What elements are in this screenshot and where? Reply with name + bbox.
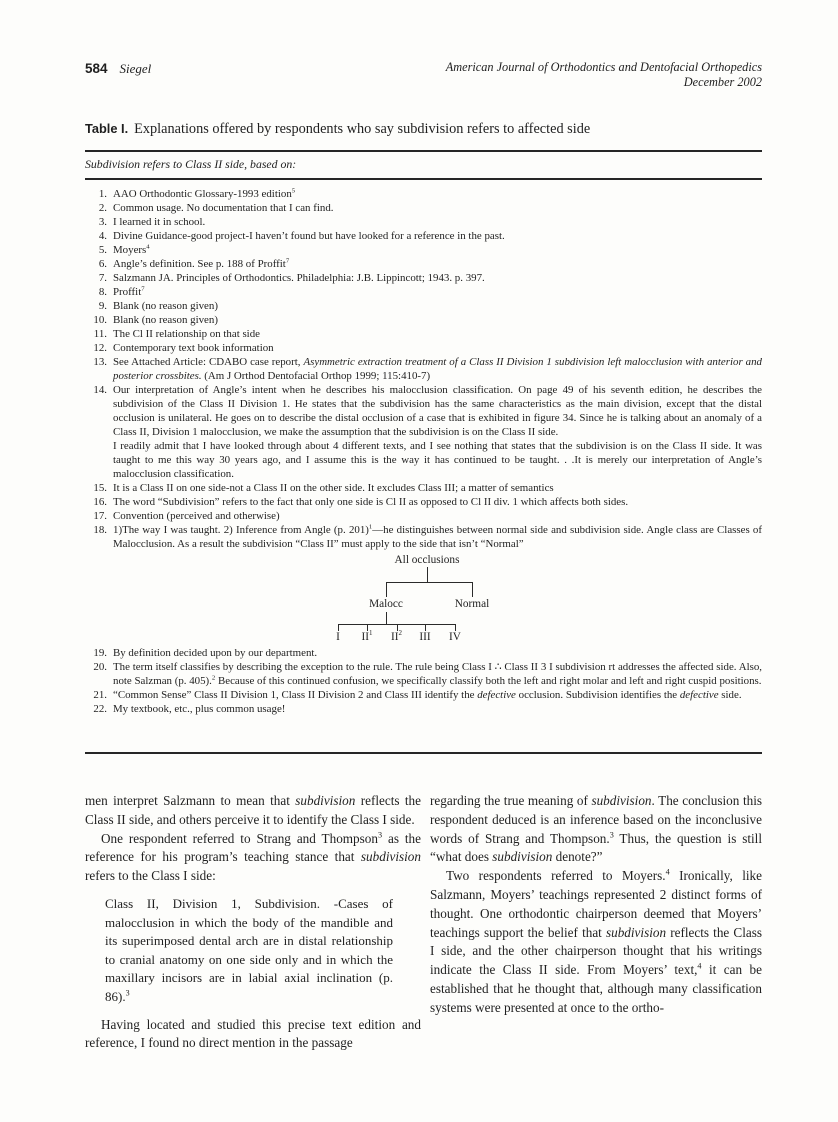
item-number: 16. — [93, 496, 107, 508]
tree-leaf-tick — [397, 624, 398, 631]
item-number: 17. — [93, 510, 107, 522]
item-number: 4. — [98, 230, 107, 242]
tree-leaf-tick — [338, 624, 339, 631]
table-row — [85, 383, 762, 481]
tree-leaf-label: IV — [449, 631, 461, 643]
tree-leaf-label: III — [419, 631, 431, 643]
item-number: 6. — [98, 258, 107, 270]
left-column — [85, 792, 421, 1053]
table-row — [85, 481, 762, 495]
table-subheader: Subdivision refers to Class II side, based on: — [85, 157, 297, 171]
body-paragraph: One respondent referred to Strang and Thompson$^3$ as the reference for his program’s teaching stance that subdivision refers to the Class I side: — [85, 830, 421, 884]
item-number: 7. — [98, 272, 107, 284]
table-row — [85, 355, 762, 383]
item-text-continued: I readily admit that I have looked through about 4 different texts, and I see nothing that states that the subdivision is on the Class II side. It was taught to me this way 30 years ago, and I assume this is the way it has continued to be taught. . .It is merely our interpretation of Angle’s malocclusion classification. — [113, 440, 762, 480]
item-text: Blank (no reason given) — [113, 300, 218, 312]
item-number: 9. — [98, 300, 107, 312]
table-bottom-rule — [85, 752, 762, 754]
table-row — [85, 285, 762, 299]
item-number: 20. — [93, 661, 107, 673]
item-text: I learned it in school. — [113, 216, 206, 228]
table-title — [85, 121, 762, 138]
table-row — [85, 229, 762, 243]
body-paragraph: men interpret Salzmann to mean that subdivision reflects the Class II side, and others perceive it to identify the Class I side. — [85, 793, 421, 827]
body-paragraph: Having located and studied this precise text edition and reference, I found no direct mention in the passage — [85, 1016, 421, 1051]
item-number: 13. — [93, 356, 107, 368]
table-row — [85, 187, 762, 201]
item-number: 5. — [98, 244, 107, 256]
item-text: Convention (perceived and otherwise) — [113, 510, 280, 522]
item-number: 3. — [98, 216, 107, 228]
tree-line-branch — [386, 582, 473, 583]
item-number: 10. — [93, 314, 107, 326]
table-row — [85, 201, 762, 215]
table-row — [85, 299, 762, 313]
item-number: 11. — [93, 328, 107, 340]
item-text: The Cl II relationship on that side — [113, 328, 260, 340]
item-text: Moyers$^4$ — [113, 243, 150, 256]
table-row — [85, 327, 762, 341]
tree-leaf-tick — [455, 624, 456, 631]
item-text: See Attached Article: CDABO case report, Asymmetric extraction treatment of a Class II Division 1 subdivision left malocclusion with anterior and posterior crossbites. (Am J Orthod Dentofacial Orthop 1999; 115:410-7) — [113, 356, 762, 382]
item-number: 1. — [98, 188, 107, 200]
item-text: Salzmann JA. Principles of Orthodontics. Philadelphia: J.B. Lippincott; 1943. p. 397. — [113, 272, 485, 284]
block-quote: Class II, Division 1, Subdivision. -Cases of malocclusion in which the body of the mandible and its superimposed dental arch are in distal relationship to cranial anatomy on one side only and in which the maxillary incisors are in labial axial inclination (p. 86).$^3$ — [105, 895, 393, 1004]
item-text: Common usage. No documentation that I can find. — [113, 202, 334, 214]
item-text: AAO Orthodontic Glossary-1993 edition$^5$ — [113, 187, 296, 200]
tree-leaf-label: $II^2$ — [390, 629, 403, 643]
item-text: It is a Class II on one side-not a Class II on the other side. It excludes Class III; a matter of semantics — [113, 482, 554, 494]
tree-line-left-stub — [386, 582, 387, 597]
tree-leaf-tick — [367, 624, 368, 631]
tree-leaf-tick — [425, 624, 426, 631]
item-text: By definition decided upon by our department. — [113, 647, 318, 659]
tree-root-label: All occlusions — [394, 554, 460, 566]
table-row — [85, 646, 762, 660]
item-number: 22. — [93, 703, 107, 715]
table-body — [85, 187, 762, 716]
item-number: 15. — [93, 482, 107, 494]
tree-line-root — [427, 567, 428, 582]
item-text: Our interpretation of Angle’s intent when he describes his malocclusion classification. On page 49 of his seventh edition, he describes the subdivision of the Class II Division 1. He states that the subdivision has the same characteristics as the main division, except that the distal occlusion is unilateral. He goes on to describe the distal occlusion of a case that is exhibited in figure 34. Since he is talking about an anomaly of a Class II, Division 1 malocclusion, we make the assumption that the subdivision is on the Class II side. I readily admit that I have looked through about 4 different texts, and I see nothing that states that the subdivision is on the Class II side. It was taught to me this way 30 years ago, and I assume this is the way it has continued to be taught. . .It is merely our interpretation of Angle’s malocclusion classification. — [113, 384, 762, 480]
tree-line-malocc — [386, 612, 387, 624]
item-text: Contemporary text book information — [113, 342, 274, 354]
item-number: 21. — [93, 689, 107, 701]
tree-malocc-label: Malocc — [369, 598, 403, 610]
table-row — [85, 313, 762, 327]
item-number: 12. — [93, 342, 107, 354]
table-items-lower — [85, 646, 762, 716]
item-text: My textbook, etc., plus common usage! — [113, 703, 286, 715]
table-row — [85, 257, 762, 271]
table-label: Table I. — [85, 121, 129, 136]
table-row — [85, 215, 762, 229]
body-paragraph: regarding the true meaning of subdivision. The conclusion this respondent deduced is an inference based on the inconclusive words of Strang and Thompson.$^3$ Thus, the question is still “what does subdivision denote?” — [430, 793, 762, 865]
body-paragraph: Two respondents referred to Moyers.$^4$ Ironically, like Salzmann, Moyers’ teachings represented 2 distinct forms of thought. One orthodontic chairperson deemed that Moyers’ teachings support the belief that subdivision reflects the Class I side, and the other chairperson thought that his writings indicate the Class II side. From Moyers’ text,$^4$ it can be established that he thought that, although many classification systems were presented at once to the ortho- — [430, 867, 763, 1015]
table-items-upper — [85, 187, 762, 551]
author-name: Siegel — [119, 61, 152, 76]
table-row — [85, 243, 762, 257]
tree-leaf-label: I — [336, 631, 340, 643]
running-head — [85, 60, 762, 90]
item-number: 19. — [93, 647, 107, 659]
journal-title-block — [446, 60, 762, 90]
item-number: 18. — [93, 524, 107, 536]
running-head-left — [85, 60, 151, 78]
item-text: “Common Sense” Class II Division 1, Class II Division 2 and Class III identify the defective occlusion. Subdivision identifies the defective side. — [113, 689, 742, 701]
table-row — [85, 660, 762, 688]
item-text: Proffit$^7$ — [113, 285, 145, 298]
item-text: 1)The way I was taught. 2) Inference from Angle (p. 201)$^1$—he distinguishes between normal side and subdivision side. Angle class are Classes of Malocclusion. As a result the subdivision “Class II” must apply to the side that isn’t “Normal” — [113, 523, 762, 550]
journal-issue: December 2002 — [683, 75, 762, 89]
table-row — [85, 495, 762, 509]
item-number: 14. — [93, 384, 107, 396]
tree-diagram — [335, 554, 605, 644]
table-row — [85, 509, 762, 523]
item-number: 2. — [98, 202, 107, 214]
table-row — [85, 341, 762, 355]
table-row — [85, 702, 762, 716]
table-row — [85, 271, 762, 285]
table-header-rule — [85, 178, 762, 180]
item-text: Divine Guidance-good project-I haven’t found but have looked for a reference in the past. — [113, 230, 505, 242]
item-number: 8. — [98, 286, 107, 298]
journal-title: American Journal of Orthodontics and Dentofacial Orthopedics — [445, 60, 762, 74]
table-caption: Explanations offered by respondents who say subdivision refers to affected side — [134, 121, 591, 137]
item-text: The term itself classifies by describing the exception to the rule. The rule being Class I ∴ Class II 3 I subdivision rt addresses the affected side. Also, note Salzman (p. 405).$^2$ Because of this continued confusion, we specifically classify both the left and right molar and left and right cuspid positions. — [113, 661, 762, 687]
table-row — [85, 523, 762, 551]
tree-line-right-stub — [472, 582, 473, 597]
right-column — [430, 792, 762, 1018]
item-text: The word “Subdivision” refers to the fact that only one side is Cl II as opposed to Cl II div. 1 which affects both sides. — [113, 496, 629, 508]
item-text: Blank (no reason given) — [113, 314, 218, 326]
page-number: 584 — [85, 61, 108, 76]
item-text: Angle’s definition. See p. 188 of Proffit$^7$ — [113, 257, 290, 270]
tree-leaf-label: $II^1$ — [361, 629, 373, 643]
table-top-rule — [85, 150, 762, 152]
table-row — [85, 688, 762, 702]
tree-normal-label: Normal — [454, 598, 490, 610]
